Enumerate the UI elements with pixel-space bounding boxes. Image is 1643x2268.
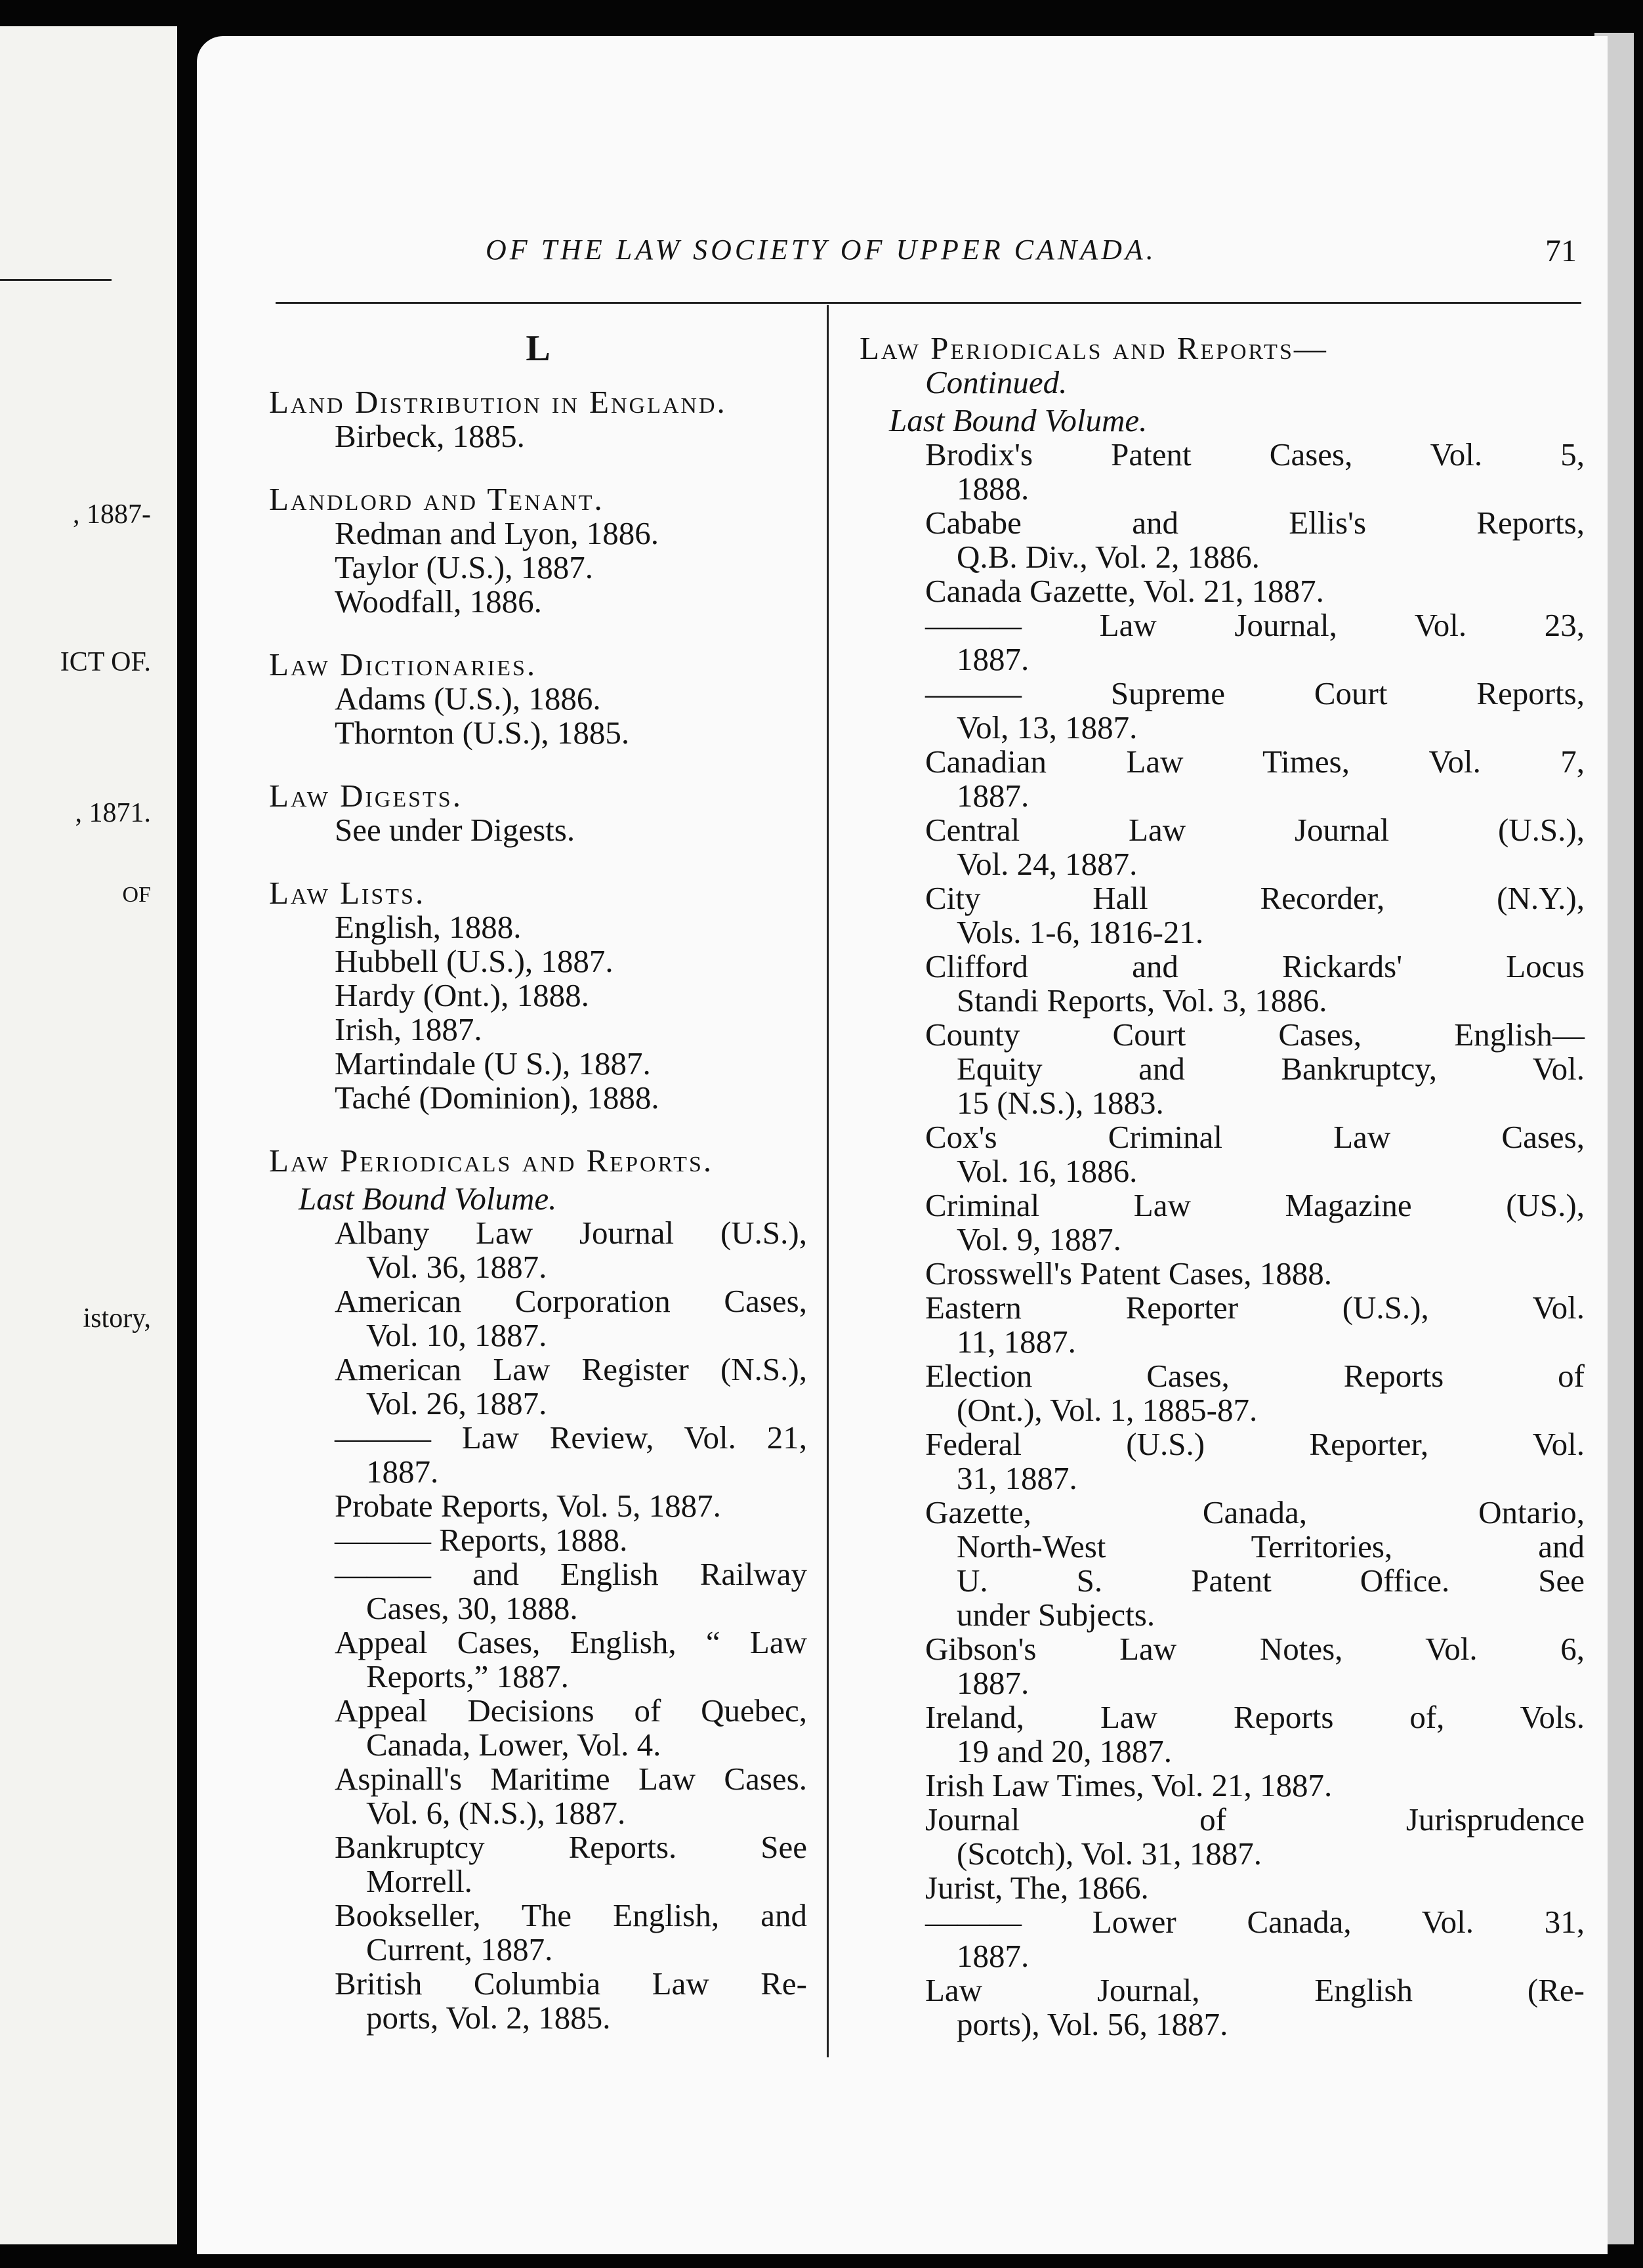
reference-item	[269, 1830, 807, 1899]
reference-detail: Standi Reports, Vol. 3, 1886.	[957, 982, 1327, 1018]
facing-page-fragment: ICT OF.	[60, 647, 151, 677]
reference-item	[269, 1421, 807, 1489]
reference-title: American Corporation Cases,	[335, 1283, 807, 1319]
entry-item: Hardy (Ont.), 1888.	[335, 977, 589, 1013]
reference-title: Clifford and Rickards' Locus	[925, 948, 1585, 984]
facing-page-fragment: , 1887-	[73, 499, 151, 530]
entry-heading	[860, 331, 1585, 400]
reference-title: ——— Law Review, Vol. 21,	[335, 1419, 807, 1456]
periodicals-entry	[269, 1144, 807, 2035]
reference-detail: 15 (N.S.), 1883.	[957, 1085, 1164, 1121]
reference-detail: Vol. 24, 1887.	[957, 846, 1138, 882]
reference-item	[860, 438, 1585, 506]
entry-heading: Land Distribution in England.	[269, 384, 727, 420]
reference-item	[860, 1769, 1585, 1803]
index-entry	[269, 385, 807, 453]
entry-item: Redman and Lyon, 1886.	[335, 515, 659, 551]
reference-item	[860, 608, 1585, 677]
reference-item	[269, 1557, 807, 1626]
reference-item	[269, 1899, 807, 1967]
reference-detail: Vol, 13, 1887.	[957, 709, 1138, 746]
reference-title: Cox's Criminal Law Cases,	[925, 1119, 1585, 1155]
reference-item	[269, 1216, 807, 1284]
facing-page-rule	[0, 279, 112, 281]
reference-title: Irish Law Times, Vol. 21, 1887.	[925, 1767, 1333, 1803]
reference-detail: Equity and Bankruptcy, Vol.	[957, 1051, 1585, 1087]
reference-item	[860, 1496, 1585, 1564]
entry-item: See under Digests.	[335, 812, 575, 848]
reference-item	[860, 950, 1585, 1018]
entry-item: Martindale (U S.), 1887.	[335, 1045, 651, 1082]
reference-detail: Cases, 30, 1888.	[366, 1590, 578, 1626]
entry-item: Irish, 1887.	[335, 1011, 482, 1047]
reference-title: Aspinall's Maritime Law Cases.	[335, 1761, 807, 1797]
reference-item	[860, 745, 1585, 813]
entry-item: Woodfall, 1886.	[335, 583, 542, 620]
reference-detail: 1887.	[957, 1665, 1029, 1701]
entry-heading: Law Dictionaries.	[269, 646, 537, 682]
entry-heading: Law Lists.	[269, 875, 426, 911]
reference-item	[860, 1427, 1585, 1496]
reference-title: County Court Cases, English—	[925, 1017, 1585, 1053]
section-letter: L	[526, 328, 551, 369]
index-entry	[269, 648, 807, 750]
reference-title: Eastern Reporter (U.S.), Vol.	[925, 1290, 1585, 1326]
reference-title: Brodix's Patent Cases, Vol. 5,	[925, 436, 1585, 472]
reference-item	[860, 1188, 1585, 1257]
reference-list	[860, 438, 1585, 2042]
facing-page-fragment: , 1871.	[75, 798, 151, 828]
reference-title: Jurist, The, 1866.	[925, 1870, 1149, 1906]
running-title: OF THE LAW SOCIETY OF UPPER CANADA.	[486, 234, 1157, 266]
reference-detail: Vol. 36, 1887.	[366, 1249, 547, 1285]
continued-label: Continued.	[925, 364, 1068, 400]
entry-item: Thornton (U.S.), 1885.	[335, 715, 630, 751]
reference-title: Cababe and Ellis's Reports,	[925, 505, 1585, 541]
reference-item	[269, 1284, 807, 1353]
reference-item	[860, 1871, 1585, 1905]
reference-detail: Morrell.	[366, 1863, 472, 1899]
reference-title: Bookseller, The English, and	[335, 1897, 807, 1933]
entry-heading: Law Digests.	[269, 778, 463, 814]
reference-detail: 1887.	[957, 641, 1029, 677]
right-column	[860, 331, 1585, 2042]
reference-title: Journal of Jurisprudence	[925, 1801, 1585, 1838]
reference-detail: 11, 1887.	[957, 1324, 1076, 1360]
left-column	[269, 318, 807, 2064]
heading-text: Law Periodicals and Reports—	[860, 330, 1328, 366]
reference-item	[860, 1564, 1585, 1598]
reference-title: Albany Law Journal (U.S.),	[335, 1215, 807, 1251]
entry-item: Adams (U.S.), 1886.	[335, 681, 601, 717]
reference-detail: Current, 1887.	[366, 1931, 553, 1967]
reference-detail: Vol. 26, 1887.	[366, 1385, 547, 1421]
reference-title: ——— Law Journal, Vol. 23,	[925, 607, 1585, 643]
reference-item	[860, 1905, 1585, 1973]
reference-detail: Vols. 1-6, 1816-21.	[957, 914, 1204, 950]
entry-item: Taylor (U.S.), 1887.	[335, 549, 593, 585]
entry-item: Taché (Dominion), 1888.	[335, 1080, 659, 1116]
entry-item: Hubbell (U.S.), 1887.	[335, 943, 614, 979]
reference-detail: 19 and 20, 1887.	[957, 1733, 1172, 1769]
reference-item	[860, 1700, 1585, 1769]
reference-item	[269, 1694, 807, 1762]
reference-detail: Vol. 16, 1886.	[957, 1153, 1138, 1189]
reference-title: ——— and English Railway	[335, 1556, 807, 1592]
book-page	[197, 36, 1608, 2254]
reference-item	[860, 1973, 1585, 2042]
sub-heading: Last Bound Volume.	[889, 402, 1148, 438]
reference-item	[860, 1086, 1585, 1120]
reference-item	[269, 1967, 807, 2035]
reference-item	[860, 1120, 1585, 1188]
reference-item	[860, 1359, 1585, 1427]
reference-title: American Law Register (N.S.),	[335, 1351, 807, 1387]
reference-detail: (Ont.), Vol. 1, 1885-87.	[957, 1392, 1258, 1428]
reference-detail: 1887.	[366, 1454, 439, 1490]
reference-item	[860, 1632, 1585, 1700]
entry-item: English, 1888.	[335, 909, 522, 945]
facing-page-fragment: OF	[122, 883, 151, 907]
reference-title: ——— Supreme Court Reports,	[925, 675, 1585, 711]
reference-title: Criminal Law Magazine (US.),	[925, 1187, 1585, 1223]
reference-title: Appeal Decisions of Quebec,	[335, 1692, 807, 1729]
reference-detail: Vol. 6, (N.S.), 1887.	[366, 1795, 626, 1831]
reference-detail: under Subjects.	[957, 1597, 1155, 1633]
header-rule	[276, 302, 1581, 304]
reference-detail: Q.B. Div., Vol. 2, 1886.	[957, 539, 1260, 575]
reference-title: ——— Reports, 1888.	[335, 1522, 628, 1558]
index-entry	[269, 876, 807, 1115]
reference-title: Appeal Cases, English, “ Law	[335, 1624, 807, 1660]
reference-list	[269, 1216, 807, 2035]
reference-detail: ports), Vol. 56, 1887.	[957, 2006, 1228, 2042]
reference-title: Gazette, Canada, Ontario,	[925, 1494, 1585, 1530]
reference-item	[860, 574, 1585, 608]
reference-detail: 31, 1887.	[957, 1460, 1077, 1496]
reference-detail: ports, Vol. 2, 1885.	[366, 2000, 611, 2036]
reference-item	[860, 1598, 1585, 1632]
reference-title: Central Law Journal (U.S.),	[925, 812, 1585, 848]
entry-item: Birbeck, 1885.	[335, 418, 525, 454]
reference-item	[269, 1523, 807, 1557]
reference-title: City Hall Recorder, (N.Y.),	[925, 880, 1585, 916]
page-number: 71	[1545, 234, 1577, 268]
reference-title: Probate Reports, Vol. 5, 1887.	[335, 1488, 721, 1524]
reference-title: Law Journal, English (Re-	[925, 1972, 1585, 2008]
reference-title: Gibson's Law Notes, Vol. 6,	[925, 1631, 1585, 1667]
reference-item	[860, 1803, 1585, 1871]
reference-detail: Vol. 9, 1887.	[957, 1221, 1121, 1257]
reference-title: Canadian Law Times, Vol. 7,	[925, 744, 1585, 780]
reference-item	[860, 1257, 1585, 1291]
reference-detail: 1887.	[957, 778, 1029, 814]
reference-detail: 1888.	[957, 471, 1029, 507]
reference-detail: U. S. Patent Office. See	[957, 1563, 1585, 1599]
reference-item	[269, 1762, 807, 1830]
reference-title: British Columbia Law Re-	[335, 1965, 807, 2002]
reference-item	[860, 1291, 1585, 1359]
reference-item	[860, 881, 1585, 950]
reference-detail: 1887.	[957, 1938, 1029, 1974]
reference-item	[269, 1626, 807, 1694]
reference-title: Bankruptcy Reports. See	[335, 1829, 807, 1865]
reference-title: Election Cases, Reports of	[925, 1358, 1585, 1394]
reference-title: Canada Gazette, Vol. 21, 1887.	[925, 573, 1324, 609]
index-entries	[269, 385, 807, 1115]
facing-page-edge	[0, 26, 177, 2244]
reference-item	[860, 1018, 1585, 1086]
reference-detail: Vol. 10, 1887.	[366, 1317, 547, 1353]
index-entry	[269, 482, 807, 619]
column-divider	[827, 305, 829, 2057]
sub-heading: Last Bound Volume.	[299, 1181, 557, 1217]
reference-title: Ireland, Law Reports of, Vols.	[925, 1699, 1585, 1735]
reference-item	[269, 1489, 807, 1523]
reference-detail: (Scotch), Vol. 31, 1887.	[957, 1836, 1262, 1872]
reference-detail: Reports,” 1887.	[366, 1658, 569, 1694]
facing-page-fragment: istory,	[83, 1303, 151, 1334]
reference-detail: Canada, Lower, Vol. 4.	[366, 1727, 661, 1763]
reference-item	[860, 506, 1585, 574]
entry-heading: Law Periodicals and Reports.	[269, 1143, 714, 1179]
reference-title: ——— Lower Canada, Vol. 31,	[925, 1904, 1585, 1940]
reference-title: Crosswell's Patent Cases, 1888.	[925, 1255, 1332, 1292]
entry-heading: Landlord and Tenant.	[269, 481, 604, 517]
reference-item	[860, 813, 1585, 881]
reference-item	[269, 1353, 807, 1421]
reference-title: Federal (U.S.) Reporter, Vol.	[925, 1426, 1585, 1462]
reference-detail: North-West Territories, and	[957, 1528, 1585, 1564]
reference-item	[860, 677, 1585, 745]
index-entry	[269, 779, 807, 847]
